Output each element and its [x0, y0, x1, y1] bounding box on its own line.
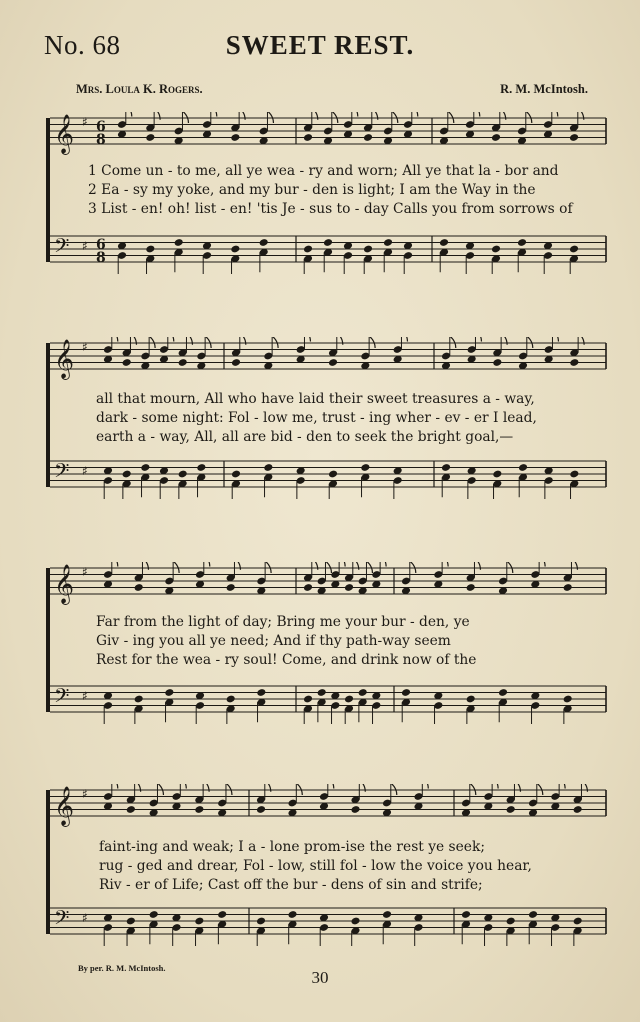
hymn-composer: R. M. McIntosh. — [500, 82, 588, 96]
note-head — [491, 133, 501, 142]
note-head — [569, 470, 579, 479]
note-flag — [412, 112, 418, 117]
note-head — [573, 805, 583, 814]
verse-lyrics-1 — [44, 162, 640, 219]
note-head — [569, 358, 579, 367]
verse-lyrics-3 — [44, 613, 640, 670]
note-flag — [352, 112, 358, 117]
note-head — [303, 583, 313, 592]
note-flag — [571, 562, 577, 570]
note-flag — [312, 112, 318, 120]
note-head — [573, 917, 583, 926]
note-flag — [180, 784, 186, 789]
note-head — [563, 583, 573, 592]
note-head — [178, 358, 188, 367]
note-head — [498, 688, 508, 697]
note-head — [303, 133, 313, 142]
note-flag — [372, 112, 378, 120]
note-flag — [240, 337, 246, 345]
note-head — [382, 910, 392, 919]
note-flag — [474, 562, 480, 570]
hymn-title: SWEET REST. — [225, 30, 415, 60]
note-head — [217, 910, 227, 919]
note-head — [122, 358, 132, 367]
music-system-1 — [44, 112, 608, 274]
note-head — [145, 133, 155, 142]
note-head — [194, 805, 204, 814]
music-system-3 — [44, 562, 608, 724]
note-head — [226, 695, 236, 704]
permission-note: By per. R. M. McIntosh. — [78, 963, 166, 973]
note-flag — [186, 337, 192, 345]
note-head — [230, 245, 240, 254]
note-flag — [204, 562, 210, 567]
note-head — [122, 470, 132, 479]
note-head — [303, 695, 313, 704]
note-flag — [578, 337, 584, 345]
music-system-2 — [44, 337, 608, 499]
treble-clef: 𝄞 — [54, 564, 75, 604]
note-head — [563, 695, 573, 704]
time-signature-top-treble: 6 — [96, 119, 106, 135]
note-head — [360, 463, 370, 472]
note-flag — [112, 562, 118, 567]
note-head — [196, 463, 206, 472]
lyric-line-3-3: Rest for the wea - ry soul! Come, and drink now of the — [96, 652, 477, 668]
note-head — [328, 358, 338, 367]
note-flag — [154, 112, 160, 120]
note-head — [461, 910, 471, 919]
note-head — [401, 688, 411, 697]
note-flag — [112, 784, 118, 789]
note-flag — [475, 337, 481, 342]
note-head — [231, 358, 241, 367]
note-head — [344, 583, 354, 592]
note-flag — [474, 112, 480, 117]
note-flag — [234, 562, 240, 570]
note-head — [492, 358, 502, 367]
note-head — [518, 463, 528, 472]
note-head — [287, 910, 297, 919]
note-head — [317, 688, 327, 697]
lyric-line-2-1: all that mourn, All who have laid their sweet treasures a - way, — [96, 391, 535, 407]
sharp-key-signature: ♯ — [82, 787, 88, 801]
note-head — [230, 133, 240, 142]
time-signature-bottom-bass: 8 — [96, 250, 106, 266]
note-head — [256, 688, 266, 697]
note-flag — [492, 784, 498, 789]
bass-clef: 𝄢 — [54, 459, 70, 487]
note-flag — [135, 784, 141, 792]
note-flag — [401, 337, 407, 342]
lyric-line-3-2: Giv - ing you all ye need; And if thy path-way seem — [96, 633, 451, 649]
note-head — [194, 917, 204, 926]
bass-clef: 𝄢 — [54, 234, 70, 262]
note-head — [263, 463, 273, 472]
note-flag — [501, 337, 507, 345]
note-head — [363, 133, 373, 142]
note-head — [344, 695, 354, 704]
note-head — [303, 245, 313, 254]
hymn-number: No. 68 — [44, 30, 121, 60]
note-head — [145, 245, 155, 254]
note-head — [134, 583, 144, 592]
note-flag — [578, 112, 584, 120]
note-head — [140, 463, 150, 472]
note-head — [569, 245, 579, 254]
treble-clef: 𝄞 — [54, 339, 75, 379]
note-head — [164, 688, 174, 697]
note-head — [492, 470, 502, 479]
sharp-key-signature: ♯ — [82, 911, 88, 925]
note-flag — [112, 337, 118, 342]
sharp-key-signature: ♯ — [82, 464, 88, 478]
time-signature-bottom-treble: 8 — [96, 132, 106, 148]
note-flag — [339, 562, 345, 567]
page-number: 30 — [311, 968, 329, 987]
note-head — [328, 470, 338, 479]
note-flag — [168, 337, 174, 342]
note-flag — [126, 112, 132, 117]
treble-clef: 𝄞 — [54, 786, 75, 826]
note-head — [517, 238, 527, 247]
note-flag — [552, 112, 558, 117]
note-flag — [203, 784, 209, 792]
verse-lyrics-4 — [44, 838, 640, 895]
note-flag — [130, 337, 136, 345]
note-head — [126, 805, 136, 814]
note-head — [506, 917, 516, 926]
note-head — [323, 238, 333, 247]
time-signature-top-bass: 6 — [96, 237, 106, 253]
note-flag — [211, 112, 217, 117]
note-flag — [312, 562, 318, 570]
note-head — [491, 245, 501, 254]
lyric-line-4-2: rug - ged and drear, Fol - low, still fol - low the voice you hear, — [99, 858, 532, 874]
note-head — [439, 238, 449, 247]
hymn-author: Mrs. Loula K. Rogers. — [76, 82, 203, 96]
sharp-key-signature: ♯ — [82, 565, 88, 579]
note-head — [569, 133, 579, 142]
lyric-line-1-1: 1 Come un - to me, all ye wea - ry and worn; All ye that la - bor and — [88, 163, 559, 179]
note-head — [350, 805, 360, 814]
note-head — [383, 238, 393, 247]
verse-lyrics-2 — [44, 390, 640, 447]
lyric-line-4-1: faint-ing and weak; I a - lone prom-ise the rest ye seek; — [99, 839, 485, 855]
note-flag — [500, 112, 506, 120]
note-head — [231, 470, 241, 479]
lyric-line-1-3: 3 List - en! oh! list - en! 'tis Je - sus to - day Calls you from sorrows of — [88, 201, 573, 217]
sharp-key-signature: ♯ — [82, 340, 88, 354]
note-flag — [559, 784, 565, 789]
note-flag — [380, 562, 386, 567]
lyric-line-4-3: Riv - er of Life; Cast off the bur - dens of sin and strife; — [99, 877, 483, 893]
sharp-key-signature: ♯ — [82, 689, 88, 703]
note-head — [528, 910, 538, 919]
bass-clef: 𝄢 — [54, 906, 70, 934]
note-head — [466, 695, 476, 704]
note-flag — [142, 562, 148, 570]
note-head — [466, 583, 476, 592]
note-flag — [552, 337, 558, 342]
note-flag — [265, 784, 271, 792]
lyric-line-1-2: 2 Ea - sy my yoke, and my bur - den is light; I am the Way in the — [88, 182, 536, 198]
note-flag — [514, 784, 520, 792]
note-flag — [328, 784, 334, 789]
sharp-key-signature: ♯ — [82, 239, 88, 253]
note-flag — [442, 562, 448, 567]
note-head — [178, 470, 188, 479]
note-head — [363, 245, 373, 254]
note-head — [174, 238, 184, 247]
bass-clef: 𝄢 — [54, 684, 70, 712]
note-flag — [539, 562, 545, 567]
note-head — [350, 917, 360, 926]
lyric-line-2-2: dark - some night: Fol - low me, trust - ing wher - ev - er I lead, — [96, 410, 537, 426]
note-head — [256, 917, 266, 926]
note-head — [441, 463, 451, 472]
note-flag — [359, 784, 365, 792]
note-head — [358, 688, 368, 697]
note-flag — [337, 337, 343, 345]
note-head — [256, 805, 266, 814]
music-system-4 — [44, 784, 608, 946]
note-head — [506, 805, 516, 814]
note-flag — [353, 562, 359, 570]
note-head — [134, 695, 144, 704]
note-head — [226, 583, 236, 592]
note-flag — [581, 784, 587, 792]
sharp-key-signature: ♯ — [82, 115, 88, 129]
note-head — [126, 917, 136, 926]
treble-clef: 𝄞 — [54, 114, 75, 154]
note-head — [149, 910, 159, 919]
note-head — [259, 238, 269, 247]
lyric-line-2-3: earth a - way, All, all are bid - den to seek the bright goal,— — [96, 429, 514, 445]
note-flag — [239, 112, 245, 120]
note-flag — [422, 784, 428, 789]
note-flag — [304, 337, 310, 342]
lyric-line-3-1: Far from the light of day; Bring me your bur - den, ye — [96, 614, 470, 630]
